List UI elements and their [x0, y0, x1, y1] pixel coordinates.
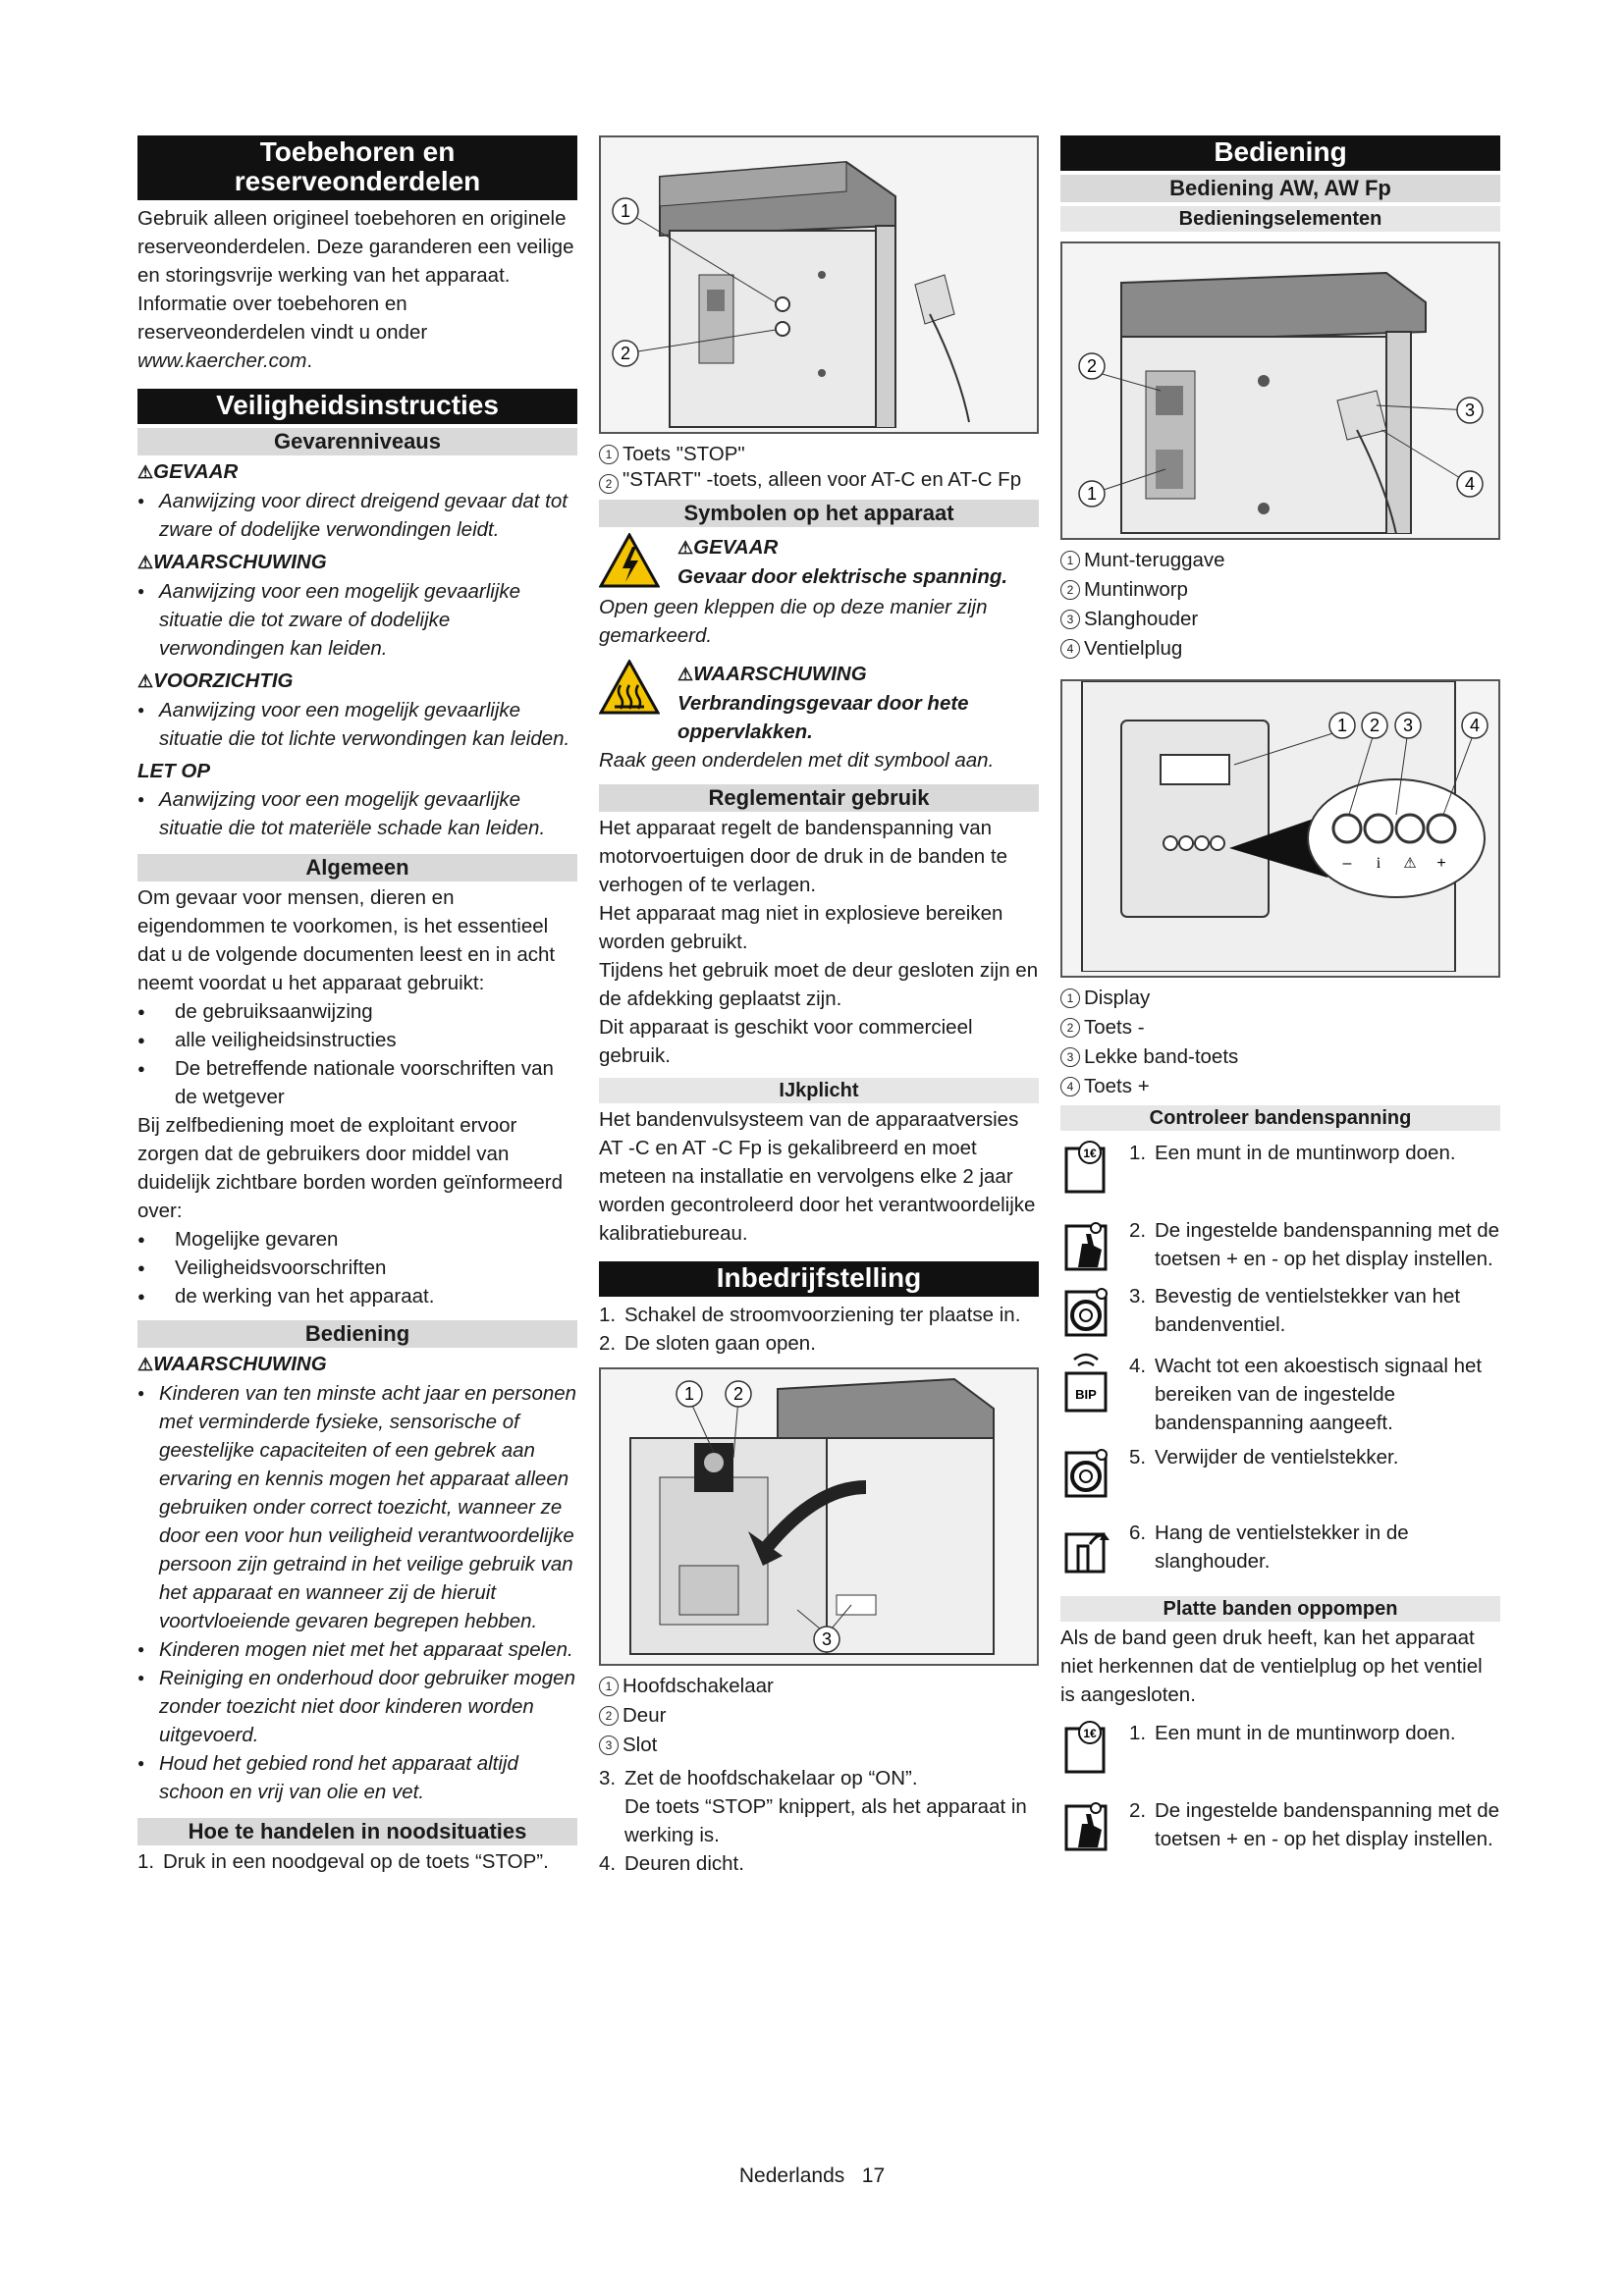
figure-main-switch [599, 1367, 1039, 1666]
subheading-intended-use: Reglementair gebruik [599, 784, 1039, 812]
accessories-info: Informatie over toebehoren en reserveonderdelen vindt u onder www.kaercher.com. [137, 293, 428, 372]
legend-item: 4 Toets + [1060, 1072, 1500, 1101]
symbol-hot-title: Verbrandingsgevaar door hete oppervlakken. [677, 692, 969, 743]
warning-label: ⚠ [1403, 854, 1417, 872]
operation-warning-item: ● Houd het gebied rond het apparaat altijd schoon en vrij van olie en vet. [137, 1749, 577, 1806]
website-link[interactable]: www.kaercher.com [137, 349, 307, 372]
list-item: ● Veiligheidsvoorschriften [137, 1254, 577, 1282]
hand-press-icon [1060, 1796, 1113, 1851]
callout-3: 3 [1464, 400, 1476, 420]
warning-triangle-icon: ⚠ [137, 671, 154, 691]
callout-1: 1 [1086, 484, 1098, 504]
callout-2: 2 [620, 344, 631, 363]
heading-accessories: Toebehoren en reserveonderdelen [137, 135, 577, 200]
check-step: 1€ 1. Een munt in de muntinworp doen. [1060, 1139, 1500, 1199]
list-item: ● De betreffende nationale voorschriften van de wetgever [137, 1054, 577, 1111]
legend-item: 4 Ventielplug [1060, 634, 1500, 664]
general-paragraph-2: Bij zelfbediening moet de exploitant ervoor zorgen dat de gebruikers door middel van duidelijk zichtbare borden worden geïnformeerd over: [137, 1114, 564, 1222]
symbol-hot-text: Raak geen onderdelen met dit symbool aan. [599, 749, 995, 772]
page-footer [0, 2164, 1624, 2188]
list-item: ● alle veiligheidsinstructies [137, 1026, 577, 1054]
warning-triangle-icon: ⚠ [137, 553, 154, 572]
callout-2: 2 [1086, 356, 1098, 376]
check-step: 2. De ingestelde bandenspanning met de toetsen + en - op het display instellen. [1060, 1216, 1500, 1276]
control-panel-illustration [1062, 681, 1498, 972]
intended-paragraph: Het apparaat mag niet in explosieve bereiken worden gebruikt. [599, 902, 1003, 953]
subheading-levels: Gevarenniveaus [137, 428, 577, 455]
legend-item: 1 Hoofdschakelaar [599, 1672, 1039, 1701]
subheading-controls: Bedieningselementen [1060, 206, 1500, 232]
hand-press-icon [1060, 1216, 1113, 1271]
callout-1: 1 [620, 201, 631, 221]
callout-4: 4 [1464, 474, 1476, 494]
legend-item: 3 Slanghouder [1060, 605, 1500, 634]
notice-text: ● Aanwijzing voor een mogelijk gevaarlijke situatie die tot materiële schade kan leiden. [137, 785, 577, 842]
plus-label: + [1436, 855, 1446, 872]
symbol-electric: ⚠GEVAAR Gevaar door elektrische spanning. [599, 533, 1039, 593]
coin-icon [1060, 1139, 1113, 1194]
warning-text: ● Aanwijzing voor een mogelijk gevaarlijke situatie die tot zware of dodelijke verwondingen kan leiden. [137, 577, 577, 663]
subheading-operation: Bediening [137, 1320, 577, 1348]
column-3 [1060, 135, 1500, 1862]
bip-label: BIP [1075, 1387, 1097, 1402]
operation-warning-item: ● Reiniging en onderhoud door gebruiker mogen zonder toezicht niet door kinderen worden uitgevoerd. [137, 1664, 577, 1749]
danger-label: ⚠GEVAAR [137, 460, 239, 483]
caution-text: ● Aanwijzing voor een mogelijk gevaarlijke situatie die tot lichte verwondingen kan leiden. [137, 696, 577, 753]
subheading-operation-aw: Bediening AW, AW Fp [1060, 175, 1500, 202]
intended-paragraph: Het apparaat regelt de bandenspanning van motorvoertuigen door de druk in de banden te verhogen of te verlagen. [599, 817, 1007, 896]
subheading-check-pressure: Controleer bandenspanning [1060, 1105, 1500, 1131]
startup-step: 4. Deuren dicht. [599, 1852, 744, 1875]
intended-paragraph: Dit apparaat is geschikt voor commercieel gebruik. [599, 1016, 973, 1067]
operation-warning-label: ⚠WAARSCHUWING [137, 1353, 327, 1375]
column-1 [137, 135, 577, 1876]
list-item: ● Mogelijke gevaren [137, 1225, 577, 1254]
list-item: ● de gebruiksaanwijzing [137, 997, 577, 1026]
callout-4: 4 [1469, 716, 1481, 735]
accessories-paragraph: Gebruik alleen origineel toebehoren en originele reserveonderdelen. Deze garanderen een veilige en storingsvrije werking van het apparaat. [137, 207, 574, 287]
figure-stop-start-buttons [599, 135, 1039, 434]
page-number: 17 [861, 2164, 886, 2187]
minus-label: – [1342, 855, 1352, 872]
info-label: i [1376, 855, 1381, 872]
startup-step: 1. Schakel de stroomvoorziening ter plaatse in. [599, 1304, 1021, 1326]
warning-triangle-icon: ⚠ [677, 665, 694, 684]
device-illustration [601, 137, 1037, 428]
check-step: 5. Verwijder de ventielstekker. [1060, 1443, 1500, 1503]
svg-text:1€: 1€ [1083, 1727, 1097, 1740]
check-step: 3. Bevestig de ventielstekker van het bandenventiel. [1060, 1282, 1500, 1342]
startup-step: 2. De sloten gaan open. [599, 1332, 816, 1355]
subheading-symbols: Symbolen op het apparaat [599, 500, 1039, 527]
caution-label: ⚠VOORZICHTIG [137, 669, 294, 692]
warning-label: ⚠WAARSCHUWING [137, 551, 327, 573]
subheading-calibration: IJkplicht [599, 1078, 1039, 1103]
callout-3: 3 [821, 1629, 833, 1649]
heading-operation: Bediening [1060, 135, 1500, 171]
calibration-paragraph: Het bandenvulsysteem van de apparaatversies AT -C en AT -C Fp is gekalibreerd en moet meteen na installatie en vervolgens elke 2 jaar worden gecontroleerd door het verantwoordelijke kalibratiebureau. [599, 1108, 1036, 1245]
legend-item: 1 Munt-teruggave [1060, 546, 1500, 575]
electric-hazard-icon [599, 533, 660, 588]
flat-step: 1€ 1. Een munt in de muntinworp doen. [1060, 1719, 1500, 1779]
list-item: ● de werking van het apparaat. [137, 1282, 577, 1310]
legend-item: 1 Display [1060, 984, 1500, 1013]
device-front-illustration [1062, 243, 1498, 534]
notice-label: LET OP [137, 760, 211, 782]
display-icon [1161, 755, 1229, 784]
operation-warning-item: ● Kinderen mogen niet met het apparaat spelen. [137, 1635, 577, 1664]
symbol-hot-surface: ⚠WAARSCHUWING Verbrandingsgevaar door hete oppervlakken. [599, 660, 1039, 746]
subheading-flat-tyres: Platte banden oppompen [1060, 1596, 1500, 1622]
coin-icon [1060, 1719, 1113, 1774]
danger-text: ● Aanwijzing voor direct dreigend gevaar dat tot zware of dodelijke verwondingen leidt. [137, 487, 577, 544]
subheading-emergency: Hoe te handelen in noodsituaties [137, 1818, 577, 1845]
emergency-step: 1. Druk in een noodgeval op de toets “STOP”. [137, 1850, 549, 1873]
callout-1: 1 [1336, 716, 1348, 735]
hot-surface-icon [599, 660, 660, 715]
flat-tyres-paragraph: Als de band geen druk heeft, kan het apparaat niet herkennen dat de ventielplug op het ventiel is aangesloten. [1060, 1627, 1483, 1706]
hang-hose-icon [1060, 1519, 1113, 1574]
symbol-electric-text: Open geen kleppen die op deze manier zijn gemarkeerd. [599, 596, 988, 647]
svg-text:1€: 1€ [1083, 1147, 1097, 1160]
symbol-electric-title: Gevaar door elektrische spanning. [677, 565, 1008, 588]
warning-triangle-icon: ⚠ [137, 462, 154, 482]
startup-step-note: De toets “STOP” knippert, als het apparaat in werking is. [624, 1795, 1027, 1846]
footer-language: Nederlands [738, 2164, 845, 2187]
heading-startup: Inbedrijfstelling [599, 1261, 1039, 1297]
callout-3: 3 [1402, 716, 1414, 735]
callout-2: 2 [1369, 716, 1380, 735]
intended-paragraph: Tijdens het gebruik moet de deur gesloten zijn en de afdekking geplaatst zijn. [599, 959, 1039, 1010]
startup-step: 3. Zet de hoofdschakelaar op “ON”. [599, 1767, 918, 1789]
legend-item: 2 Muntinworp [1060, 575, 1500, 605]
general-paragraph-1: Om gevaar voor mensen, dieren en eigendommen te voorkomen, is het essentieel dat u de volgende documenten leest en in acht neemt voordat u het apparaat gebruikt: [137, 886, 556, 994]
check-step: BIP 4. Wacht tot een akoestisch signaal het bereiken van de ingestelde bandenspanning aangeeft. [1060, 1352, 1500, 1437]
callout-2: 2 [732, 1384, 744, 1404]
warning-triangle-icon: ⚠ [137, 1355, 154, 1374]
legend-item: 1 Toets "STOP" [599, 440, 1039, 469]
legend-item: 2 Toets - [1060, 1013, 1500, 1042]
tire-valve-icon [1060, 1282, 1113, 1337]
check-step: 6. Hang de ventielstekker in de slanghouder. [1060, 1519, 1500, 1578]
legend-item: 2 Deur [599, 1701, 1039, 1731]
operation-warning-item: ● Kinderen van ten minste acht jaar en personen met verminderde fysieke, sensorische of geestelijke capaciteiten of een gebrek aan ervaring en kennis mogen het apparaat alleen gebruiken onder correct toezicht, wanneer ze door een voor hun veiligheid verantwoordelijke persoon zijn getraind in het veilige gebruik van het apparaat en wanneer zij de hieruit voortvloeiende gevaren begrepen hebben. [137, 1379, 577, 1635]
column-2 [599, 135, 1039, 1878]
bip-icon [1060, 1352, 1113, 1415]
callout-1: 1 [683, 1384, 695, 1404]
legend-item: 2 "START" -toets, alleen voor AT-C en AT-C Fp [599, 469, 1039, 494]
subheading-general: Algemeen [137, 854, 577, 881]
figure-control-panel [1060, 679, 1500, 978]
legend-item: 3 Slot [599, 1731, 1039, 1760]
heading-safety: Veiligheidsinstructies [137, 389, 577, 424]
legend-item: 3 Lekke band-toets [1060, 1042, 1500, 1072]
flat-step: 2. De ingestelde bandenspanning met de toetsen + en - op het display instellen. [1060, 1796, 1500, 1856]
figure-controls [1060, 241, 1500, 540]
device-open-illustration [601, 1369, 1037, 1660]
warning-triangle-icon: ⚠ [677, 538, 694, 558]
tire-valve-icon [1060, 1443, 1113, 1498]
